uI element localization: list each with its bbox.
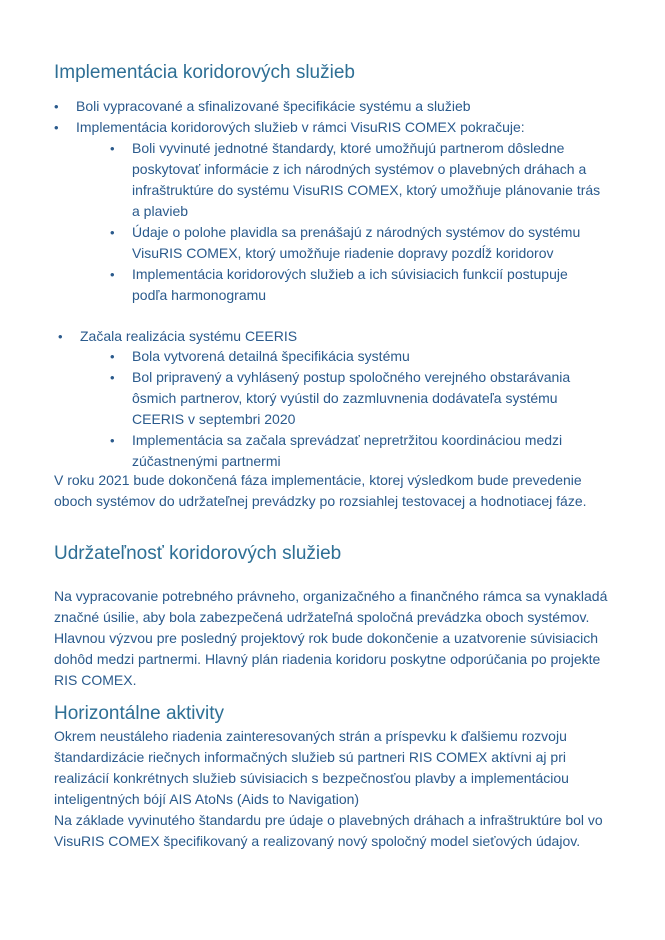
sub-bullet-procurement: • Bol pripravený a vyhlásený postup spoločného verejného obstarávania ôsmich partnerov, ktorý vyústil do zazmluvnenia dodávateľa systému CEERIS v septembri 2020	[132, 367, 602, 430]
paragraph-horizontal-2: Na základe vyvinutého štandardu pre údaje o plavebných dráhach a infraštruktúre bol vo VisuRIS COMEX špecifikovaný a realizovaný nový spoločný model sieťových údajov.	[54, 812, 603, 849]
heading-horizontalne: Horizontálne aktivity	[54, 703, 225, 724]
sub-bullet-list-visuris	[132, 138, 602, 306]
sub-bullet-coordination: • Implementácia sa začala sprevádzať nepretržitou koordináciou medzi zúčastnenými partnermi	[132, 430, 602, 472]
heading-udrzatelnost: Udržateľnosť koridorových služieb	[54, 543, 342, 564]
bullet-ceeris: • Začala realizácia systému CEERIS	[80, 326, 620, 347]
main-bullet-list-2	[80, 326, 620, 347]
paragraph-horizontal-1: Okrem neustáleho riadenia zainteresovaných strán a príspevku k ďalšiemu rozvoju štandardizácie riečnych informačných služieb sú partneri RIS COMEX aktívni aj pri realizácií konkrétnych služieb súvisiacich s bezpečnosťou plavby a implementáciou inteligentných bójí AIS AtoNs (Aids to Navigation)	[54, 728, 569, 807]
sub-bullet-standards: • Boli vyvinuté jednotné štandardy, ktoré umožňujú partnerom dôsledne poskytovať informácie z ich národných systémov o plavebných dráhach a infraštruktúre do systému VisuRIS COMEX, ktorý umožňuje plánovanie trás a plavieb	[132, 138, 602, 222]
main-bullet-list-1	[76, 96, 636, 138]
sub-bullet-specification: • Bola vytvorená detailná špecifikácia systému	[132, 346, 602, 367]
bullet-specifications: • Boli vypracované a sfinalizované špecifikácie systému a služieb	[76, 96, 636, 117]
sub-bullet-schedule: • Implementácia koridorových služieb a ich súvisiacich funkcií postupuje podľa harmonogramu	[132, 264, 602, 306]
bullet-corridor-implementation: • Implementácia koridorových služieb v rámci VisuRIS COMEX pokračuje:	[76, 117, 636, 138]
sub-bullet-vessel-position: • Údaje o polohe plavidla sa prenášajú z národných systémov do systému VisuRIS COMEX, ktorý umožňuje riadenie dopravy pozdĺž koridorov	[132, 222, 602, 264]
heading-implementacia: Implementácia koridorových služieb	[54, 62, 355, 83]
paragraph-2021: V roku 2021 bude dokončená fáza implementácie, ktorej výsledkom bude prevedenie oboch systémov do udržateľnej prevádzky po rozsiahlej testovacej a hodnotiacej fáze.	[54, 472, 587, 509]
sub-bullet-list-ceeris	[132, 346, 602, 472]
paragraph-sustainability: Na vypracovanie potrebného právneho, organizačného a finančného rámca sa vynakladá značné úsilie, aby bola zabezpečená udržateľná spoločná prevádzka oboch systémov. Hlavnou výzvou pre posledný projektový rok bude dokončenie a uzatvorenie súvisiacich dohôd medzi partnermi. Hlavný plán riadenia koridoru poskytne odporúčania po projekte RIS COMEX.	[54, 588, 608, 688]
